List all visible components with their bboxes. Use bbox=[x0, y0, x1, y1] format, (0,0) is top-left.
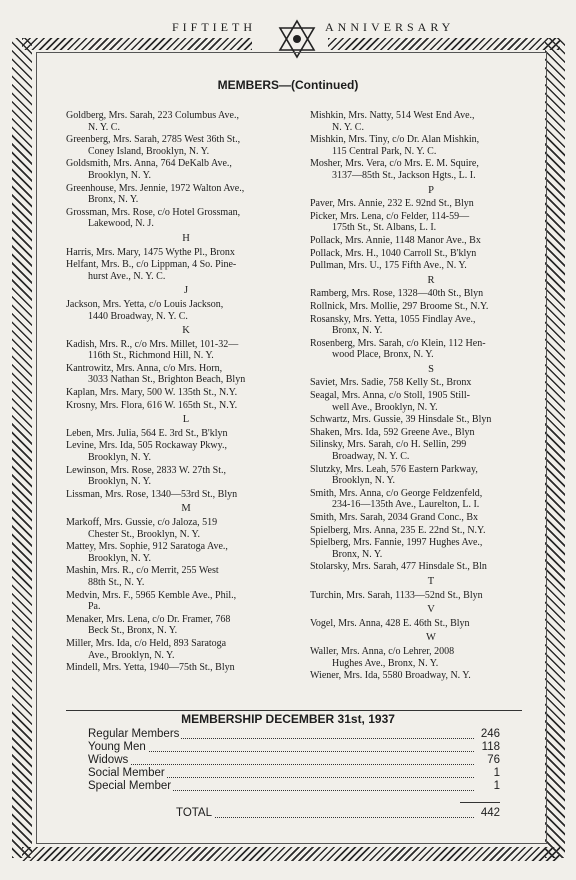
member-entry bbox=[66, 363, 306, 386]
member-name-line: Slutzky, Mrs. Leah, 576 Eastern Parkway, bbox=[310, 463, 478, 475]
member-address-line: 115 Central Park, N. Y. C. bbox=[332, 145, 437, 157]
member-address-line: Brooklyn, N. Y. bbox=[88, 552, 152, 564]
section-letter: W bbox=[426, 632, 436, 644]
member-address-line: Pa. bbox=[88, 601, 101, 613]
summary-value: 76 bbox=[487, 754, 500, 766]
summary-label: Social Member bbox=[88, 767, 165, 779]
member-address-line: N. Y. C. bbox=[332, 121, 364, 133]
member-name-line: Helfant, Mrs. B., c/o Lippman, 4 So. Pine- bbox=[66, 259, 237, 271]
member-address-line: 116th St., Richmond Hill, N. Y. bbox=[88, 350, 214, 362]
leader-dots bbox=[176, 817, 474, 818]
member-entry bbox=[66, 207, 306, 230]
summary-row bbox=[88, 728, 500, 742]
section-letter: J bbox=[183, 285, 189, 297]
member-name-line: Picker, Mrs. Lena, c/o Felder, 114-59— bbox=[310, 210, 470, 222]
member-entry bbox=[66, 158, 306, 181]
member-name-line: Kantrowitz, Mrs. Anna, c/o Mrs. Horn, bbox=[66, 362, 223, 374]
member-address-line: Brooklyn, N. Y. bbox=[332, 475, 396, 487]
member-entry bbox=[66, 590, 306, 613]
member-address-line: Broadway, N. Y. C. bbox=[332, 451, 410, 463]
decorative-border-left bbox=[12, 38, 32, 858]
member-address-line: 3137—85th St., Jackson Hgts., L. I. bbox=[332, 169, 476, 181]
member-name-line: Menaker, Mrs. Lena, c/o Dr. Framer, 768 bbox=[66, 613, 231, 625]
member-entry bbox=[310, 110, 552, 133]
member-name-line: Mashin, Mrs. R., c/o Merrit, 255 West bbox=[66, 565, 219, 577]
member-entry bbox=[310, 464, 552, 487]
member-name-line: Medvin, Mrs. F., 5965 Kemble Ave., Phil., bbox=[66, 589, 237, 601]
member-entry bbox=[66, 247, 306, 259]
member-entry bbox=[310, 198, 552, 210]
member-entry bbox=[66, 183, 306, 206]
member-address-line: N. Y. C. bbox=[88, 121, 120, 133]
member-name-line: Levine, Mrs. Ida, 505 Rockaway Pkwy., bbox=[66, 440, 227, 452]
member-name-line: Mattey, Mrs. Sophie, 912 Saratoga Ave., bbox=[66, 541, 228, 553]
member-entry bbox=[66, 638, 306, 661]
member-name-line: Silinsky, Mrs. Sarah, c/o H. Sellin, 299 bbox=[310, 439, 467, 451]
summary-label: Special Member bbox=[88, 780, 172, 792]
member-entry bbox=[310, 301, 552, 313]
member-name-line: Kaplan, Mrs. Mary, 500 W. 135th St., N.Y. bbox=[66, 387, 238, 399]
member-name-line: Greenhouse, Mrs. Jennie, 1972 Walton Ave., bbox=[66, 182, 245, 194]
page-title: MEMBERS—(Continued) bbox=[217, 78, 359, 92]
member-name-line: Leben, Mrs. Julia, 564 E. 3rd St., B'klyn bbox=[66, 427, 228, 439]
member-entry bbox=[66, 517, 306, 540]
summary-label: Young Men bbox=[88, 741, 146, 753]
decorative-border-bottom bbox=[22, 847, 560, 861]
summary-total-row bbox=[176, 807, 500, 821]
summary-divider bbox=[66, 710, 522, 711]
member-entry bbox=[310, 525, 552, 537]
member-name-line: Wiener, Mrs. Ida, 5580 Broadway, N. Y. bbox=[310, 670, 471, 682]
summary-label: Regular Members bbox=[88, 728, 180, 740]
section-letter: K bbox=[182, 325, 190, 337]
decorative-border-top-right bbox=[328, 38, 560, 50]
member-address-line: Brooklyn, N. Y. bbox=[88, 476, 152, 488]
member-entry bbox=[310, 488, 552, 511]
member-entry bbox=[310, 670, 552, 682]
member-name-line: Grossman, Mrs. Rose, c/o Hotel Grossman, bbox=[66, 206, 241, 218]
member-address-line: 88th St., N. Y. bbox=[88, 576, 145, 588]
summary-title: MEMBERSHIP DECEMBER 31st, 1937 bbox=[181, 712, 395, 726]
member-name-line: Goldsmith, Mrs. Anna, 764 DeKalb Ave., bbox=[66, 158, 232, 170]
summary-row bbox=[88, 767, 500, 781]
member-entry bbox=[66, 339, 306, 362]
members-column-left bbox=[66, 110, 306, 675]
section-letter: V bbox=[427, 604, 435, 616]
member-entry bbox=[66, 299, 306, 322]
header-right-text: ANNIVERSARY bbox=[325, 20, 455, 34]
member-entry bbox=[310, 260, 552, 272]
member-entry bbox=[66, 387, 306, 399]
member-name-line: Stolarsky, Mrs. Sarah, 477 Hinsdale St., Bln bbox=[310, 561, 487, 573]
leader-dots bbox=[88, 764, 474, 765]
member-address-line: Brooklyn, N. Y. bbox=[88, 169, 152, 181]
member-entry bbox=[310, 439, 552, 462]
member-entry bbox=[310, 390, 552, 413]
member-name-line: Shaken, Mrs. Ida, 592 Greene Ave., Blyn bbox=[310, 426, 475, 438]
member-address-line: 1440 Broadway, N. Y. C. bbox=[88, 310, 188, 322]
summary-value: 246 bbox=[480, 728, 500, 740]
summary-value: 1 bbox=[493, 767, 500, 779]
member-name-line: Greenberg, Mrs. Sarah, 2785 West 36th St., bbox=[66, 134, 241, 146]
member-name-line: Turchin, Mrs. Sarah, 1133—52nd St., Blyn bbox=[310, 589, 483, 601]
member-name-line: Markoff, Mrs. Gussie, c/o Jaloza, 519 bbox=[66, 517, 218, 528]
total-value: 442 bbox=[480, 807, 500, 819]
section-letter: S bbox=[428, 363, 434, 375]
member-entry bbox=[66, 134, 306, 157]
member-entry bbox=[66, 614, 306, 637]
member-name-line: Kadish, Mrs. R., c/o Mrs. Millet, 101-32— bbox=[66, 338, 239, 350]
member-address-line: 3033 Nathan St., Brighton Beach, Blyn bbox=[88, 374, 246, 386]
member-address-line: Coney Island, Brooklyn, N. Y. bbox=[88, 145, 210, 157]
member-address-line: 175th St., St. Albans, L. I. bbox=[332, 222, 437, 234]
member-address-line: Chester St., Brooklyn, N. Y. bbox=[88, 528, 200, 540]
member-name-line: Harris, Mrs. Mary, 1475 Wythe Pl., Bronx bbox=[66, 246, 235, 258]
member-address-line: Lakewood, N. J. bbox=[88, 218, 154, 230]
member-entry bbox=[310, 561, 552, 573]
section-letter: L bbox=[182, 414, 190, 426]
member-entry bbox=[310, 414, 552, 426]
total-label: TOTAL bbox=[176, 807, 212, 819]
section-letter: R bbox=[427, 274, 435, 286]
member-address-line: Brooklyn, N. Y. bbox=[88, 452, 152, 464]
member-entry bbox=[66, 662, 306, 674]
section-letter: T bbox=[427, 575, 435, 587]
member-address-line: well Ave., Brooklyn, N. Y. bbox=[332, 401, 438, 413]
section-letter: M bbox=[181, 503, 191, 515]
member-name-line: Spielberg, Mrs. Fannie, 1997 Hughes Ave., bbox=[310, 537, 483, 549]
member-name-line: Lewinson, Mrs. Rose, 2833 W. 27th St., bbox=[66, 464, 227, 476]
section-letter: P bbox=[428, 184, 434, 196]
member-entry bbox=[310, 537, 552, 560]
decorative-border-top-left bbox=[22, 38, 252, 50]
summary-label: Widows bbox=[88, 754, 129, 766]
member-name-line: Miller, Mrs. Ida, c/o Held, 893 Saratoga bbox=[66, 637, 227, 649]
member-entry bbox=[66, 110, 306, 133]
member-name-line: Spielberg, Mrs. Anna, 235 E. 22nd St., N.Y. bbox=[310, 524, 486, 536]
member-name-line: Goldberg, Mrs. Sarah, 223 Columbus Ave., bbox=[66, 110, 239, 121]
member-entry bbox=[310, 158, 552, 181]
summary-value: 118 bbox=[481, 741, 500, 753]
member-address-line: Beck St., Bronx, N. Y. bbox=[88, 625, 178, 637]
member-address-line: Bronx, N. Y. bbox=[332, 325, 383, 337]
member-name-line: Smith, Mrs. Sarah, 2034 Grand Conc., Bx bbox=[310, 512, 479, 523]
summary-row bbox=[88, 741, 500, 755]
member-name-line: Lissman, Mrs. Rose, 1340—53rd St., Blyn bbox=[66, 488, 238, 500]
member-entry bbox=[66, 541, 306, 564]
member-entry bbox=[310, 134, 552, 157]
member-name-line: Pollack, Mrs. Annie, 1148 Manor Ave., Bx bbox=[310, 234, 481, 246]
member-address-line: Bronx, N. Y. bbox=[332, 548, 383, 560]
member-entry bbox=[310, 338, 552, 361]
member-name-line: Smith, Mrs. Anna, c/o George Feldzenfeld, bbox=[310, 487, 483, 499]
member-address-line: 234-16—135th Ave., Laurelton, L. I. bbox=[332, 499, 480, 511]
member-name-line: Schwartz, Mrs. Gussie, 39 Hinsdale St., Blyn bbox=[310, 414, 492, 426]
member-name-line: Rosenberg, Mrs. Sarah, c/o Klein, 112 Hen- bbox=[310, 337, 486, 349]
member-entry bbox=[310, 590, 552, 602]
member-entry bbox=[66, 400, 306, 412]
member-entry bbox=[310, 427, 552, 439]
member-address-line: Bronx, N. Y. bbox=[88, 194, 139, 206]
member-name-line: Ramberg, Mrs. Rose, 1328—40th St., Blyn bbox=[310, 288, 484, 300]
member-name-line: Vogel, Mrs. Anna, 428 E. 46th St., Blyn bbox=[310, 617, 470, 629]
section-letter: H bbox=[182, 232, 190, 244]
member-name-line: Seagal, Mrs. Anna, c/o Stoll, 1905 Still- bbox=[310, 390, 470, 402]
member-name-line: Pollack, Mrs. H., 1040 Carroll St., B'klyn bbox=[310, 247, 477, 259]
member-entry bbox=[310, 646, 552, 669]
member-name-line: Waller, Mrs. Anna, c/o Lehrer, 2008 bbox=[310, 645, 455, 657]
member-entry bbox=[310, 235, 552, 247]
member-name-line: Saviet, Mrs. Sadie, 758 Kelly St., Bronx bbox=[310, 377, 472, 389]
member-name-line: Mosher, Mrs. Vera, c/o Mrs. E. M. Squire, bbox=[310, 158, 479, 170]
member-name-line: Rollnick, Mrs. Mollie, 297 Broome St., N.Y. bbox=[310, 300, 489, 312]
member-name-line: Paver, Mrs. Annie, 232 E. 92nd St., Blyn bbox=[310, 198, 474, 210]
member-name-line: Rosansky, Mrs. Yetta, 1055 Findlay Ave., bbox=[310, 313, 476, 325]
header-left-text: FIFTIETH bbox=[172, 20, 256, 34]
summary-value: 1 bbox=[493, 780, 500, 792]
member-entry bbox=[66, 489, 306, 501]
summary-row bbox=[88, 754, 500, 768]
member-address-line: Ave., Brooklyn, N. Y. bbox=[88, 649, 175, 661]
member-name-line: Pullman, Mrs. U., 175 Fifth Ave., N. Y. bbox=[310, 260, 467, 272]
member-entry bbox=[66, 428, 306, 440]
member-entry bbox=[66, 565, 306, 588]
member-entry bbox=[310, 248, 552, 260]
member-name-line: Mishkin, Mrs. Natty, 514 West End Ave., bbox=[310, 110, 475, 121]
members-column-right bbox=[310, 110, 552, 683]
member-entry bbox=[66, 465, 306, 488]
member-entry bbox=[310, 618, 552, 630]
member-name-line: Mindell, Mrs. Yetta, 1940—75th St., Blyn bbox=[66, 662, 235, 674]
member-entry bbox=[310, 377, 552, 389]
member-entry bbox=[310, 314, 552, 337]
member-address-line: Hughes Ave., Bronx, N. Y. bbox=[332, 657, 439, 669]
member-entry bbox=[310, 211, 552, 234]
member-name-line: Jackson, Mrs. Yetta, c/o Louis Jackson, bbox=[66, 298, 224, 310]
member-entry bbox=[66, 440, 306, 463]
member-entry bbox=[66, 259, 306, 282]
summary-row bbox=[88, 780, 500, 794]
member-address-line: wood Place, Bronx, N. Y. bbox=[332, 349, 434, 361]
member-name-line: Mishkin, Mrs. Tiny, c/o Dr. Alan Mishkin, bbox=[310, 134, 480, 146]
total-rule bbox=[460, 802, 500, 803]
member-entry bbox=[310, 288, 552, 300]
member-name-line: Krosny, Mrs. Flora, 616 W. 165th St., N.Y. bbox=[66, 399, 238, 411]
member-address-line: hurst Ave., N. Y. C. bbox=[88, 270, 166, 282]
member-entry bbox=[310, 512, 552, 524]
